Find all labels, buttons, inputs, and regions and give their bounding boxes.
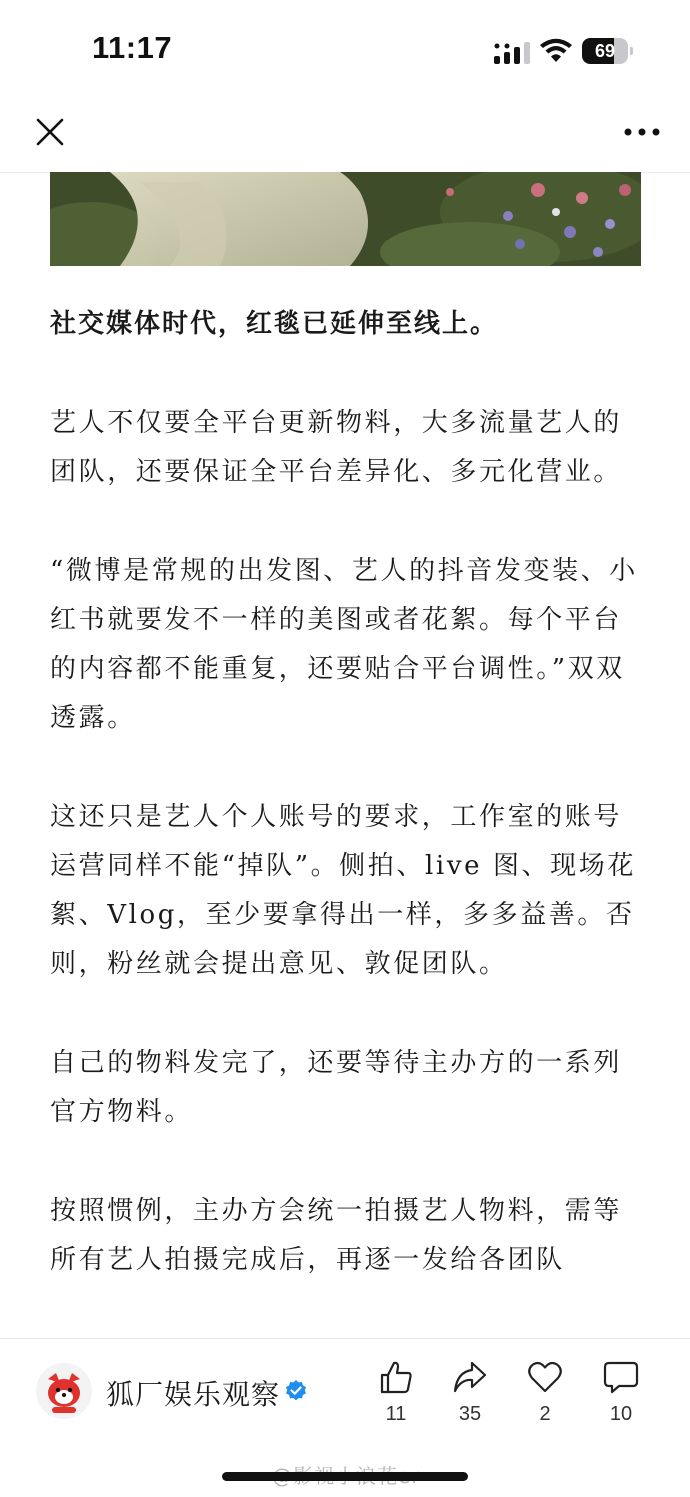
share-count: 35 <box>458 1403 482 1425</box>
nav-bar <box>0 96 690 173</box>
like-button[interactable] <box>366 1359 426 1439</box>
home-indicator[interactable] <box>222 1472 468 1481</box>
share-arrow-icon <box>452 1359 488 1395</box>
heart-icon <box>527 1359 563 1395</box>
signal-icon <box>494 42 532 64</box>
close-icon[interactable] <box>34 116 66 148</box>
article-paragraph: 社交媒体时代，红毯已延伸至线上。 <box>50 309 499 339</box>
share-button[interactable] <box>440 1359 500 1439</box>
article-paragraph: 这还只是艺人个人账号的要求，工作室的账号运营同样不能“掉队”。侧拍、live 图、现场花絮、Vlog，至少要拿得出一样，多多益善。否则，粉丝就会提出意见、敦促团队。 <box>50 802 636 979</box>
status-time: 11:17 <box>92 30 173 65</box>
avatar[interactable] <box>36 1363 92 1419</box>
article-image <box>50 172 641 266</box>
comment-button[interactable] <box>591 1359 651 1439</box>
article-paragraph: 艺人不仅要全平台更新物料，大多流量艺人的团队，还要保证全平台差异化、多元化营业。 <box>50 408 623 487</box>
favorite-count: 2 <box>539 1403 551 1425</box>
more-icon[interactable] <box>622 126 662 138</box>
wifi-icon <box>540 38 572 64</box>
article-image-illustration <box>50 172 641 266</box>
comment-count: 10 <box>609 1403 633 1425</box>
battery-icon <box>582 38 634 64</box>
comment-bubble-icon <box>603 1359 639 1395</box>
article-paragraph: 自己的物料发完了，还要等待主办方的一系列官方物料。 <box>50 1048 623 1127</box>
verified-badge-icon <box>284 1379 308 1403</box>
article-body <box>50 300 650 1335</box>
article-paragraph: 按照惯例，主办方会统一拍摄艺人物料，需等所有艺人拍摄完成后，再逐一发给各团队 <box>50 1196 623 1275</box>
author-name[interactable]: 狐厂娱乐观察 <box>106 1378 281 1411</box>
article-paragraph: “微博是常规的出发图、艺人的抖音发变装、小红书就要发不一样的美图或者花絮。每个平台的内容都不能重复，还要贴合平台调性。”双双透露。 <box>50 556 638 733</box>
thumbs-up-icon <box>378 1359 414 1395</box>
like-count: 11 <box>385 1403 407 1425</box>
fox-logo-icon <box>36 1363 92 1419</box>
favorite-button[interactable] <box>515 1359 575 1439</box>
status-bar <box>0 0 690 96</box>
battery-level: 69 <box>594 41 616 61</box>
